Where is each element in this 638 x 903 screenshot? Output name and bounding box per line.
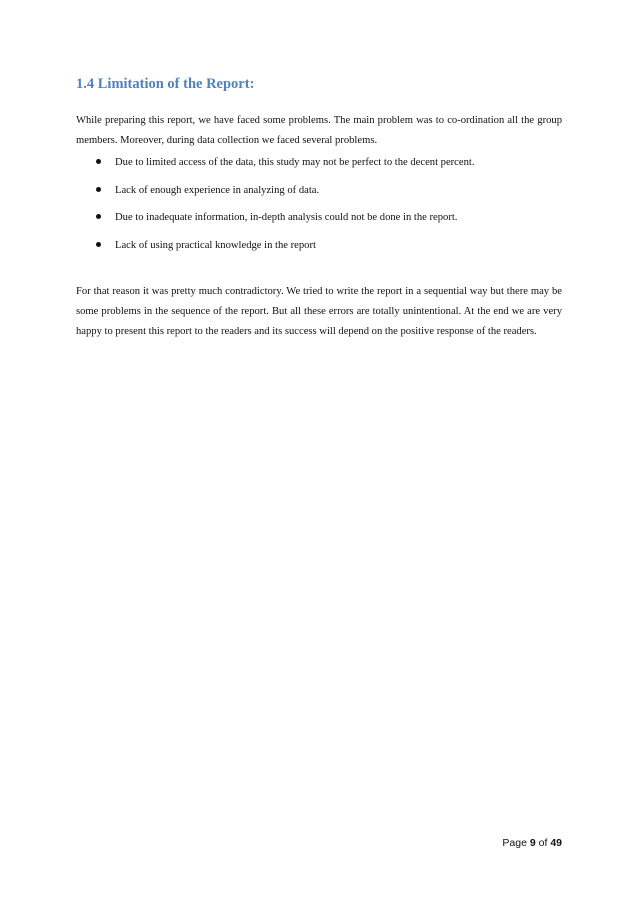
list-item-text: Due to inadequate information, in-depth analysis could not be done in the report. xyxy=(115,212,458,223)
total-pages-number: 49 xyxy=(550,837,562,849)
bullet-icon xyxy=(96,159,101,164)
intro-paragraph: While preparing this report, we have faced some problems. The main problem was to co-ordination all the group members. Moreover, during data collection we faced several problems. xyxy=(76,115,562,146)
list-item xyxy=(94,208,562,236)
page-number-footer xyxy=(502,837,562,849)
list-item-text: Due to limited access of the data, this study may not be perfect to the decent percent. xyxy=(115,157,475,168)
list-item xyxy=(94,181,562,209)
section-heading: 1.4 Limitation of the Report: xyxy=(76,76,255,92)
list-item xyxy=(94,153,562,181)
page-word: Page xyxy=(502,837,527,849)
bullet-icon xyxy=(96,214,101,219)
current-page-number: 9 xyxy=(529,837,536,849)
conclusion-paragraph: For that reason it was pretty much contradictory. We tried to write the report in a sequential way but there may be some problems in the sequence of the report. But all these errors are totally unintentional. At the end we are very happy to present this report to the readers and its success will depend on the positive response of the readers. xyxy=(76,286,562,337)
limitations-list xyxy=(94,153,562,263)
list-item xyxy=(94,236,562,264)
list-item-text: Lack of using practical knowledge in the report xyxy=(115,239,316,251)
of-word: of xyxy=(538,837,548,849)
bullet-icon xyxy=(96,242,101,247)
bullet-icon xyxy=(96,187,101,192)
list-item-text: Lack of enough experience in analyzing of data. xyxy=(115,184,320,196)
